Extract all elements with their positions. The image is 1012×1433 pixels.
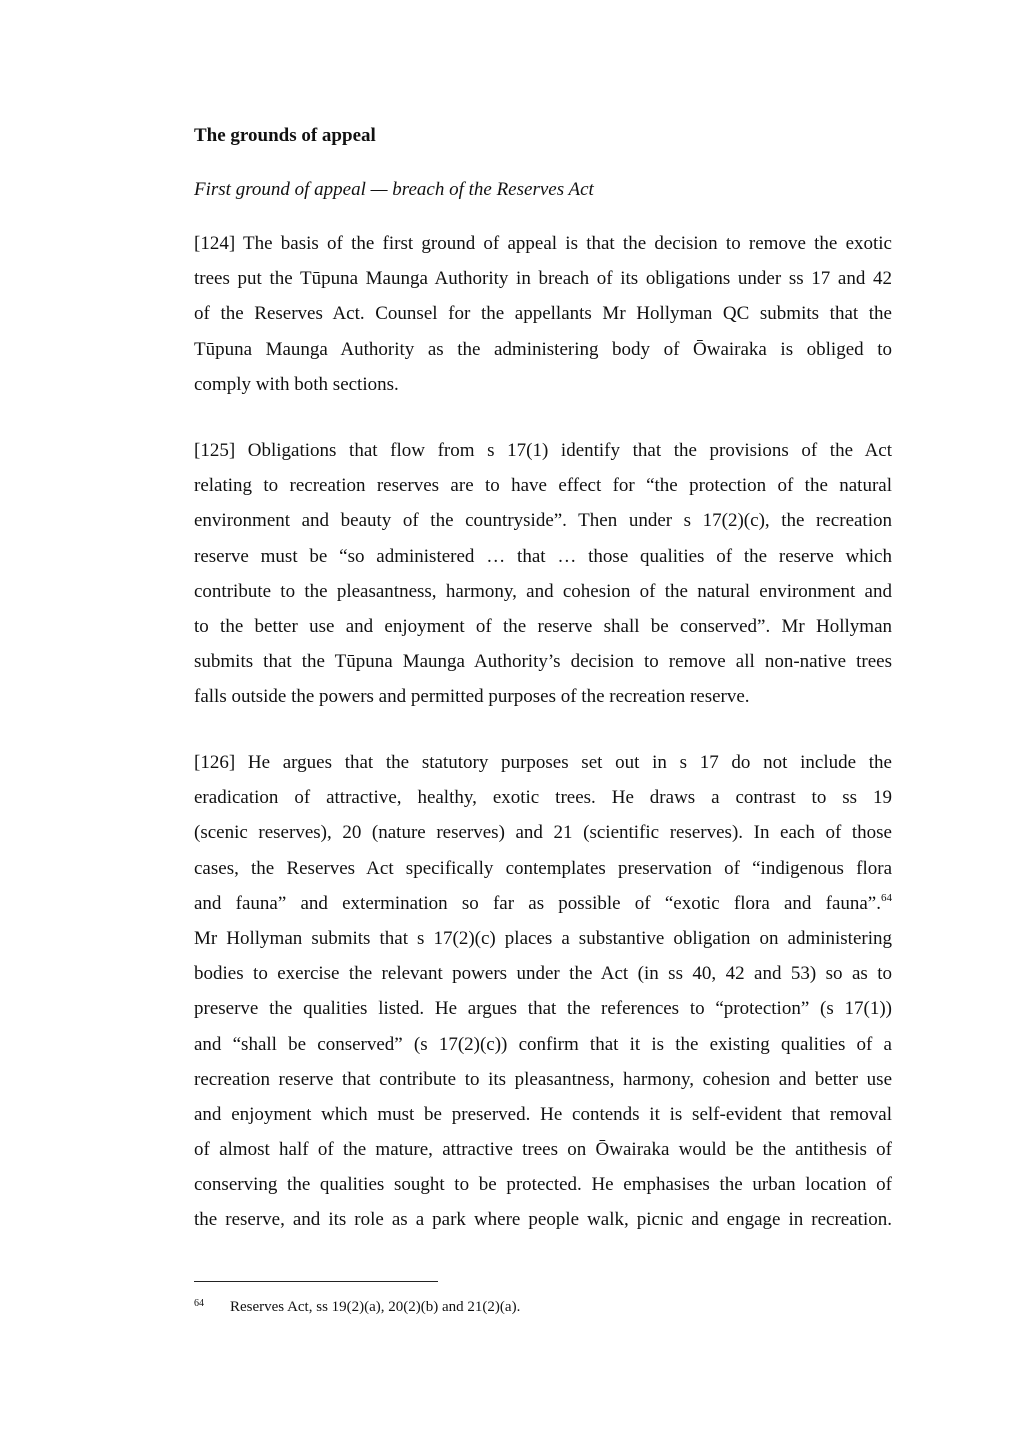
- paragraph-line: reserve must be “so administered … that … those qualities of the reserve which: [194, 545, 892, 567]
- paragraph-line: submits that the Tūpuna Maunga Authority’s decision to remove all non-native trees: [194, 651, 892, 673]
- paragraph-126: [194, 745, 892, 1238]
- section-heading: The grounds of appeal: [194, 125, 376, 146]
- paragraph-line-with-footnote: [194, 886, 892, 921]
- paragraph-line: relating to recreation reserves are to have effect for “the protection of the natural: [194, 475, 892, 497]
- paragraph-line: of almost half of the mature, attractive trees on Ōwairaka would be the antithesis of: [194, 1139, 892, 1161]
- line-text: and fauna” and extermination so far as possible of “exotic flora and fauna”.: [194, 892, 881, 914]
- paragraph-line: eradication of attractive, healthy, exotic trees. He draws a contrast to ss 19: [194, 787, 892, 809]
- paragraph-line: [126] He argues that the statutory purposes set out in s 17 do not include the: [194, 752, 892, 773]
- paragraph-line: comply with both sections.: [194, 373, 399, 395]
- footnote-64: [194, 1294, 520, 1317]
- footnote-divider: [194, 1281, 438, 1282]
- section-subheading: First ground of appeal — breach of the Reserves Act: [194, 179, 594, 200]
- footnote-number: 64: [194, 1298, 204, 1309]
- paragraph-125: [194, 433, 892, 715]
- paragraph-line: bodies to exercise the relevant powers under the Act (in ss 40, 42 and 53) so as to: [194, 963, 892, 985]
- paragraph-124: [194, 226, 892, 402]
- paragraph-line: falls outside the powers and permitted purposes of the recreation reserve.: [194, 686, 750, 708]
- paragraph-line: environment and beauty of the countryside”. Then under s 17(2)(c), the recreation: [194, 510, 892, 532]
- paragraph-line: recreation reserve that contribute to its pleasantness, harmony, cohesion and better use: [194, 1068, 892, 1090]
- paragraph-line: Mr Hollyman submits that s 17(2)(c) places a substantive obligation on administering: [194, 927, 892, 949]
- paragraph-line: [124] The basis of the first ground of appeal is that the decision to remove the exotic: [194, 233, 892, 254]
- paragraph-line: trees put the Tūpuna Maunga Authority in breach of its obligations under ss 17 and 42: [194, 268, 892, 290]
- paragraph-line: Tūpuna Maunga Authority as the administering body of Ōwairaka is obliged to: [194, 338, 892, 360]
- paragraph-line: (scenic reserves), 20 (nature reserves) and 21 (scientific reserves). In each of those: [194, 822, 892, 844]
- paragraph-line: conserving the qualities sought to be protected. He emphasises the urban location of: [194, 1174, 892, 1196]
- paragraph-line: [125] Obligations that flow from s 17(1) identify that the provisions of the Act: [194, 440, 892, 461]
- paragraph-line: of the Reserves Act. Counsel for the appellants Mr Hollyman QC submits that the: [194, 303, 892, 325]
- paragraph-line: to the better use and enjoyment of the reserve shall be conserved”. Mr Hollyman: [194, 615, 892, 637]
- footnote-reference[interactable]: 64: [881, 891, 892, 904]
- paragraph-line: and enjoyment which must be preserved. He contends it is self-evident that removal: [194, 1103, 892, 1125]
- paragraph-line: and “shall be conserved” (s 17(2)(c)) confirm that it is the existing qualities of a: [194, 1033, 892, 1055]
- paragraph-line: the reserve, and its role as a park where people walk, picnic and engage in recreation.: [194, 1209, 892, 1231]
- paragraph-line: contribute to the pleasantness, harmony, and cohesion of the natural environment and: [194, 580, 892, 602]
- paragraph-line: cases, the Reserves Act specifically contemplates preservation of “indigenous flora: [194, 857, 892, 879]
- footnote-text: Reserves Act, ss 19(2)(a), 20(2)(b) and 21(2)(a).: [230, 1299, 521, 1315]
- paragraph-line: preserve the qualities listed. He argues that the references to “protection” (s 17(1)): [194, 998, 892, 1020]
